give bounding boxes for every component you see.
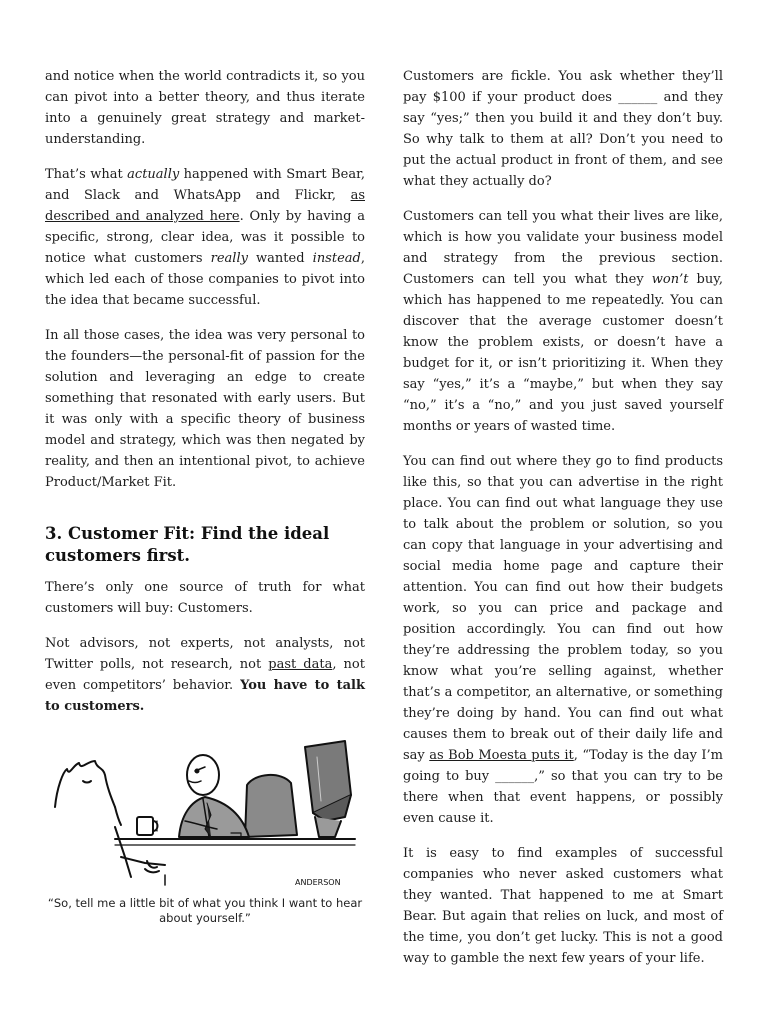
- text-span: buy, which has happened to me repeatedly. You can discover that the average customer doesn’t know the problem exists, or doesn’t have a budget for it, or isn’t prioritizing it. When they say “yes,” it’s a “maybe,” but when they say “no,” it’s a “no,” and you just saved yourself months or years of wasted time.: [403, 272, 724, 434]
- paragraph: There’s only one source of truth for what customers will buy: Customers.: [45, 580, 365, 616]
- text-span: That’s what: [45, 167, 128, 182]
- text-span: You can find out where they go to find products like this, so that you can advertise in the right place. You can find out what language they use to talk about the problem or solution, so you can copy that language in your advertising and social media home page and capture their attention. You can find out how their budgets work, so you can price and package and position accordingly. You can find out how they’re addressing the problem today, so you know what you’re selling against, whether that’s a competitor, an alternative, or something they’re doing by hand. You can find out what causes them to break out of their daily life and say: [403, 454, 723, 763]
- right-column: [403, 66, 723, 983]
- link-described-analyzed[interactable]: as described and analyzed here: [45, 188, 365, 224]
- emphasis: really: [210, 251, 248, 266]
- left-column: [45, 66, 365, 926]
- paragraph: [45, 633, 365, 717]
- paragraph: Customers are fickle. You ask whether they’ll pay $100 if your product does ______ and they say “yes;” then you build it and they don’t buy. So why talk to them at all? Don’t you need to put the actual product in front of them, and see what they actually do?: [403, 69, 723, 189]
- text-span: , not even competitors’ behavior.: [45, 657, 365, 693]
- paragraph: It is easy to find examples of successful companies who never asked customers what they wanted. That happened to me at Smart Bear. But again that relies on luck, and most of the time, you don’t get lucky. This is not a good way to gamble the next few years of your life.: [403, 846, 723, 966]
- cartoon-illustration: [45, 737, 365, 892]
- text-span: Customers can tell you what their lives are like, which is how you validate your business model and strategy from the previous section. Customers can tell you what they: [403, 209, 723, 287]
- cartoon-caption: “So, tell me a little bit of what you think I want to hear about yourself.”: [47, 896, 363, 925]
- emphasis: won’t: [651, 272, 689, 287]
- cartoon-signature: ANDERSON: [295, 878, 341, 887]
- link-bob-moesta[interactable]: as Bob Moesta puts it: [429, 748, 574, 763]
- text-span: . Only by having a specific, strong, clear idea, was it possible to notice what customers: [45, 209, 365, 266]
- paragraph: and notice when the world contradicts it, so you can pivot into a better theory, and thus iterate into a genuinely great strategy and market-understanding.: [45, 69, 365, 147]
- paragraph: [403, 451, 723, 829]
- text-span: Not advisors, not experts, not analysts, not Twitter polls, not research, not: [45, 636, 365, 672]
- paragraph: [45, 164, 365, 311]
- text-span: , “Today is the day I’m going to buy ______,” so that you can try to be there when that event happens, or possibly even cause it.: [403, 748, 723, 826]
- link-past-data[interactable]: past data: [268, 657, 333, 672]
- text-span: wanted: [247, 251, 313, 266]
- paragraph: In all those cases, the idea was very personal to the founders—the personal-fit of passion for the solution and leveraging an edge to create something that resonated with early users. But it was only with a specific theory of business model and strategy, which was then negated by reality, and then an intentional pivot, to achieve Product/Market Fit.: [45, 328, 365, 490]
- bold-text: You have to talk to customers.: [45, 678, 365, 714]
- emphasis: instead: [312, 251, 361, 266]
- cartoon: [45, 737, 365, 926]
- paragraph: [403, 206, 723, 437]
- text-span: happened with Smart Bear, and Slack and WhatsApp and Flickr,: [45, 167, 365, 203]
- emphasis: actually: [127, 167, 180, 182]
- section-heading: 3. Customer Fit: Find the ideal customers first.: [45, 524, 330, 565]
- text-span: , which led each of those companies to pivot into the idea that became successful.: [45, 251, 365, 308]
